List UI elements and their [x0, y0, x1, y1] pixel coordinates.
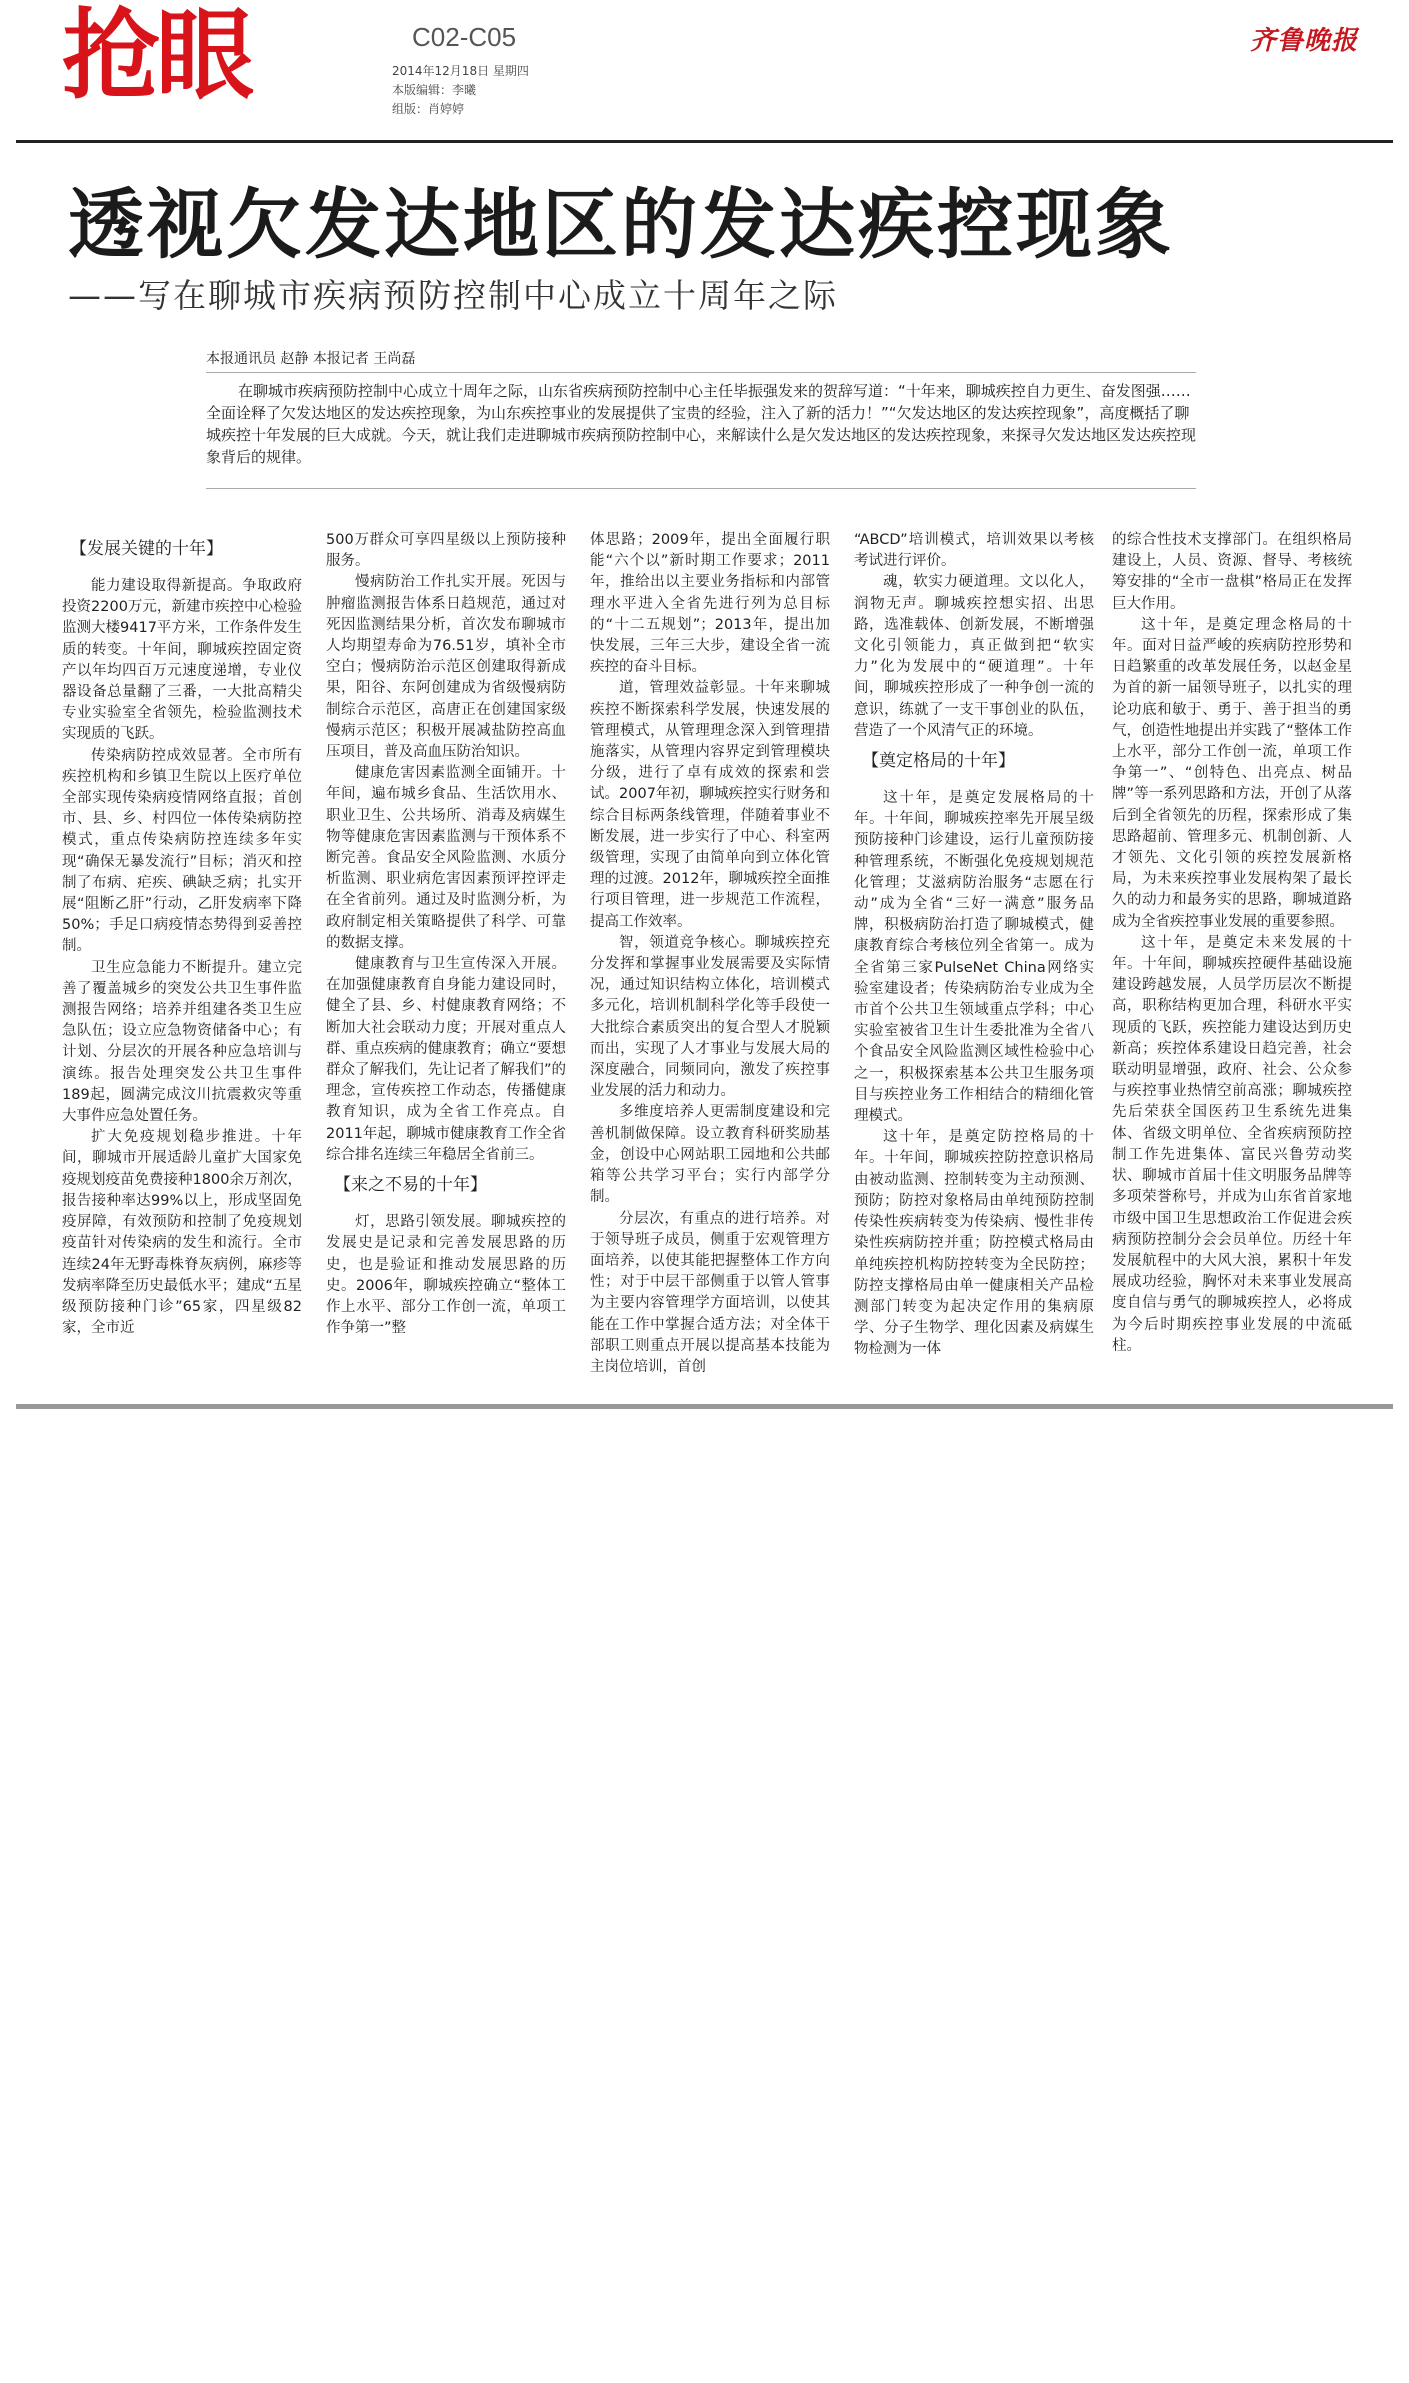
header-divider — [16, 140, 1393, 143]
body-paragraph: 卫生应急能力不断提升。建立完善了覆盖城乡的突发公共卫生事件监测报告网络；培养并组建各类卫生应急队伍；设立应急物资储备中心；有计划、分层次的开展各种应急培训与演练。报告处理突发公共卫生事件189起，圆满完成汶川抗震救灾等重大事件应急处置任务。 — [62, 959, 302, 1125]
body-paragraph: 传染病防控成效显著。全市所有疾控机构和乡镇卫生院以上医疗单位全部实现传染病疫情网络直报；首创市、县、乡、村四位一体传染病防控模式，重点传染病防控连续多年实现“确保无暴发流行”目标；消灭和控制了布病、疟疾、碘缺乏病；扎实开展“阻断乙肝”行动，乙肝发病率下降50%；手足口病疫情态势得到妥善控制。 — [62, 747, 302, 955]
body-column-2 — [326, 530, 566, 1339]
body-paragraph: 灯，思路引领发展。聊城疾控的发展史是记录和完善发展思路的历史，也是验证和推动发展思路的历史。2006年，聊城疾控确立“整体工作上水平、部分工作创一流，单项工作争第一”整 — [326, 1214, 566, 1337]
body-paragraph: 慢病防治工作扎实开展。死因与肿瘤监测报告体系日趋规范，通过对死因监测结果分析，首次发布聊城市人均期望寿命为76.51岁，填补全市空白；慢病防治示范区创建取得新成果，阳谷、东阿创建成为省级慢病防制综合示范区，高唐正在创建国家级慢病示范区；积极开展减盐防控高血压项目，普及高血压防治知识。 — [326, 574, 566, 761]
subheadline: ——写在聊城市疾病预防控制中心成立十周年之际 — [68, 276, 838, 315]
body-paragraph: 扩大免疫规划稳步推进。十年间，聊城市开展适龄儿童扩大国家免疫规划疫苗免费接种1800余万剂次，报告接种率达99%以上，形成坚固免疫屏障，有效预防和控制了免疫规划疫苗针对传染病的发生和流行。全市连续24年无野毒株脊灰病例，麻疹等发病率降至历史最低水平；建成“五星级预防接种门诊”65家，四星级82家，全市近 — [62, 1129, 302, 1337]
byline: 本报通讯员 赵静 本报记者 王尚磊 — [206, 351, 416, 367]
body-paragraph: 体思路；2009年，提出全面履行职能“六个以”新时期工作要求；2011年，推给出以主要业务指标和内部管理水平进入全省先进行列为总目标的“十二五规划”；2013年，提出加快发展，三年三大步，建设全省一流疾控的奋斗目标。 — [590, 532, 830, 676]
lead-top-rule — [206, 372, 1196, 373]
body-paragraph: 这十年，是奠定未来发展的十年。十年间，聊城疾控硬件基础设施建设跨越发展，人员学历层次不断提高，职称结构更加合理，科研水平实现质的飞跃，疾控能力建设达到历史新高；疾控体系建设日趋完善，社会联动明显增强，政府、社会、公众参与疾控事业热情空前高涨；聊城疾控先后荣获全国医药卫生系统先进集体、省级文明单位、全省疾病预防控制工作先进集体、富民兴鲁劳动奖状、聊城市首届十佳文明服务品牌等多项荣誉称号，并成为山东省首家地市级中国卫生思想政治工作促进会疾病预防控制分会会员单位。历经十年发展航程中的大风大浪，累积十年发展成功经验，胸怀对未来事业发展高度自信与勇气的聊城疾控人，必将成为今后时期疾控事业发展的中流砥柱。 — [1112, 934, 1352, 1354]
section-title: 抢眼 — [62, 0, 251, 113]
body-paragraph: 多维度培养人更需制度建设和完善机制做保障。设立教育科研奖励基金，创设中心网站职工园地和公共邮箱等公共学习平台；实行内部学分制。 — [590, 1104, 830, 1206]
section-heading: 【来之不易的十年】 — [334, 1175, 487, 1196]
issue-date: 2014年12月18日 星期四 — [392, 64, 529, 78]
headline: 透视欠发达地区的发达疾控现象 — [68, 180, 1174, 269]
body-paragraph: 的综合性技术支撑部门。在组织格局建设上，人员、资源、督导、考核统筹安排的“全市一盘棋”格局正在发挥巨大作用。 — [1112, 532, 1352, 612]
body-column-3 — [590, 530, 830, 1378]
body-paragraph: “ABCD”培训模式，培训效果以考核考试进行评价。 — [854, 532, 1094, 570]
body-paragraph: 分层次，有重点的进行培养。对于领导班子成员，侧重于宏观管理方面培养，以使其能把握整体工作方向性；对于中层干部侧重于以管人管事为主要内容管理学方面培训，以使其能在工作中掌握合适方法；对全体干部职工则重点开展以提高基本技能为主岗位培训，首创 — [590, 1210, 830, 1375]
lead-text: 在聊城市疾病预防控制中心成立十周年之际，山东省疾病预防控制中心主任毕振强发来的贺辞写道：“十年来，聊城疾控自力更生、奋发图强……全面诠释了欠发达地区的发达疾控现象，为山东疾控事业的发展提供了宝贵的经验，注入了新的活力！”“欠发达地区的发达疾控现象”，高度概括了聊城疾控十年发展的巨大成就。今天，就让我们走进聊城市疾病预防控制中心，来解读什么是欠发达地区的发达疾控现象，来探寻欠发达地区发达疾控现象背后的规律。 — [206, 382, 1197, 466]
body-paragraph: 健康教育与卫生宣传深入开展。在加强健康教育自身能力建设同时，健全了县、乡、村健康教育网络；不断加大社会联动力度；开展对重点人群、重点疾病的健康教育；确立“要想群众了解我们，先让记者了解我们”的理念，宣传疾控工作动态，传播健康教育知识，成为全省工作亮点。自2011年起，聊城市健康教育工作全省综合排名连续三年稳居全省前三。 — [326, 956, 566, 1163]
section-heading: 【发展关键的十年】 — [70, 539, 223, 559]
body-column-5 — [1112, 530, 1352, 1357]
body-paragraph: 这十年，是奠定防控格局的十年。十年间，聊城疾控防控意识格局由被动监测、控制转变为主动预测、预防；防控对象格局由单纯预防控制传染性疾病转变为传染病、慢性非传染性疾病防控并重；防控模式格局由单纯疾控机构防控转变为全民防控；防控支撑格局由单一健康相关产品检测部门转变为起决定作用的集病原学、分子生物学、理化因素及病媒生物检测为一体 — [854, 1129, 1094, 1358]
body-paragraph: 500万群众可享四星级以上预防接种服务。 — [326, 532, 566, 570]
body-paragraph: 这十年，是奠定理念格局的十年。面对日益严峻的疾病防控形势和日趋繁重的改革发展任务，以赵金星为首的新一届领导班子，以扎实的理论功底和敏于、勇于、善于担当的勇气，创造性地提出并实践了“整体工作上水平，部分工作创一流，单项工作争第一”、“创特色、出亮点、树品牌”等一系列思路和方法，开创了从落后到全省领先的历程，探索形成了集思路超前、管理多元、机制创新、人才领先、文化引领的疾控发展新格局，为未来疾控事业发展构架了最长久的动力和最务实的思路，聊城道路成为全省疾控事业发展的重要参照。 — [1112, 616, 1352, 930]
newspaper-logo: 齐鲁晚报 — [1250, 26, 1359, 56]
page-range: C02-C05 — [412, 22, 517, 52]
body-paragraph: 这十年，是奠定发展格局的十年。十年间，聊城疾控率先开展呈级预防接种门诊建设，运行儿童预防接种管理系统，不断强化免疫规划规范化管理；艾滋病防治服务“志愿在行动”成为全省“三好一满意”服务品牌，积极病防治打造了聊城模式，健康教育综合考核位列全省第一。成为全省第三家PulseNet China网络实验室建设者；传染病防治专业成为全市首个公共卫生领域重点学科；中心实验室被省卫生计生委批准为全省八个食品安全风险监测区域性检验中心之一，积极探索基本公共卫生服务项目与疾控业务工作相结合的精细化管理模式。 — [854, 790, 1094, 1125]
section-heading: 【奠定格局的十年】 — [862, 751, 1015, 772]
editor-credit: 本版编辑：李曦 — [392, 83, 477, 97]
body-paragraph: 能力建设取得新提高。争取政府投资2200万元，新建市疾控中心检验监测大楼9417平方米，工作条件发生质的转变。十年间，聊城疾控固定资产以年均四百万元速度递增，专业仪器设备总量翻了三番，一大批高精尖专业实验室全省领先，检验监测技术实现质的飞跃。 — [62, 578, 302, 743]
body-paragraph: 智，领道竞争核心。聊城疾控充分发挥和掌握事业发展需要及实际情况，通过知识结构立体化，培训模式多元化，培训机制科学化等手段使一大批综合素质突出的复合型人才脱颖而出，实现了人才事业与发展大局的深度融合，同频同向，激发了疾控事业发展的活力和动力。 — [590, 934, 830, 1100]
body-paragraph: 道，管理效益彰显。十年来聊城疾控不断探索科学发展，快速发展的管理模式，从管理理念深入到管理措施落实，从管理内容界定到管理模块分级，进行了卓有成效的探索和尝试。2007年初，聊城疾控实行财务和综合目标两条线管理，伴随着事业不断发展，进一步实行了中心、科室两级管理，实现了由简单向到立体化管理的过渡。2012年，聊城疾控全面推行项目管理，进一步规范工作流程，提高工作效率。 — [590, 680, 830, 930]
layout-credit: 组版：肖婷婷 — [392, 102, 465, 116]
body-column-4 — [854, 530, 1094, 1361]
footer-divider — [16, 1404, 1393, 1409]
body-paragraph: 健康危害因素监测全面铺开。十年间，遍布城乡食品、生活饮用水、职业卫生、公共场所、消毒及病媒生物等健康危害因素监测与干预体系不断完善。食品安全风险监测、水质分析监测、职业病危害因素预评控评走在全省前列。通过及时监测分析，为政府制定相关策略提供了科学、可靠的数据支撑。 — [326, 765, 566, 951]
lead-bottom-rule — [206, 488, 1196, 489]
lead-paragraph — [206, 380, 1196, 468]
body-column-1 — [62, 530, 302, 1339]
body-paragraph: 魂，软实力硬道理。文以化人，润物无声。聊城疾控想实招、出思路，选准载体、创新发展，不断增强文化引领能力，真正做到把“软实力”化为发展中的“硬道理”。十年间，聊城疾控形成了一种争创一流的意识，练就了一支干事创业的队伍，营造了一个风清气正的环境。 — [854, 574, 1094, 739]
